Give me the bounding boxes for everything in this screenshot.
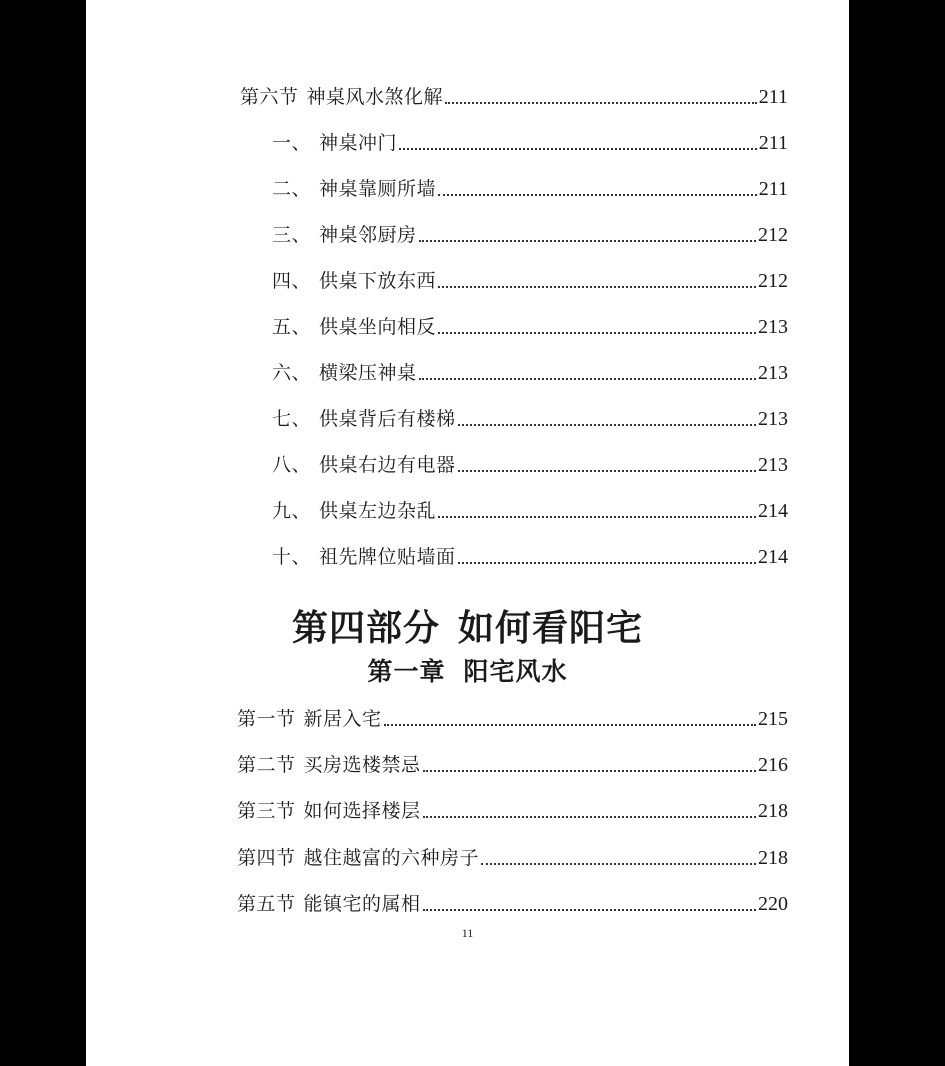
- dot-leader: [445, 102, 757, 104]
- toc-entry-number: 第三节: [237, 800, 296, 822]
- toc-entry-item[interactable]: [272, 263, 788, 293]
- toc-entry-title: 供桌坐向相反: [319, 316, 437, 338]
- toc-entry-page: 214: [758, 546, 788, 568]
- toc-entry-section[interactable]: [240, 79, 788, 109]
- toc-entry-item[interactable]: [272, 309, 788, 339]
- toc-entry-number: 第四节: [237, 847, 296, 869]
- toc-entry-section[interactable]: [237, 793, 788, 823]
- toc-entry-number: 八、: [272, 454, 312, 476]
- toc-entry-number: 六、: [272, 362, 312, 384]
- toc-entry-label: [272, 269, 436, 293]
- dot-leader: [399, 148, 757, 150]
- dot-leader: [481, 863, 756, 865]
- dot-leader: [438, 286, 756, 288]
- toc-entry-item[interactable]: [272, 171, 788, 201]
- toc-entry-page: 211: [758, 86, 788, 108]
- toc-entry-item[interactable]: [272, 539, 788, 569]
- dot-leader: [419, 378, 756, 380]
- toc-entry-number: 五、: [272, 316, 312, 338]
- part-number: 第四部分: [291, 608, 440, 649]
- toc-entry-label: [237, 846, 479, 870]
- toc-entry-title: 供桌左边杂乱: [319, 500, 437, 522]
- toc-entry-page: 213: [758, 362, 788, 384]
- toc-entry-title: 供桌背后有楼梯: [319, 408, 456, 430]
- toc-entry-item[interactable]: [272, 217, 788, 247]
- toc-entry-label: [272, 407, 456, 431]
- dot-leader: [423, 909, 756, 911]
- toc-entry-item[interactable]: [272, 493, 788, 523]
- toc-entry-label: [237, 753, 421, 777]
- toc-entry-item[interactable]: [272, 125, 788, 155]
- dot-leader: [458, 424, 756, 426]
- toc-entry-number: 四、: [272, 270, 312, 292]
- toc-entry-number: 二、: [272, 178, 312, 200]
- toc-entry-number: 十、: [272, 546, 312, 568]
- toc-entry-section[interactable]: [237, 840, 788, 870]
- toc-entry-title: 横梁压神桌: [319, 362, 417, 384]
- chapter-number: 第一章: [367, 657, 446, 686]
- toc-entry-page: 212: [758, 224, 788, 246]
- toc-entry-title: 祖先牌位贴墙面: [319, 546, 456, 568]
- toc-entry-title: 如何选择楼层: [303, 800, 421, 822]
- chapter-title: 阳宅风水: [463, 657, 568, 686]
- dot-leader: [458, 470, 756, 472]
- toc-entry-label: [237, 707, 382, 731]
- toc-entry-page: 213: [758, 408, 788, 430]
- toc-entry-label: [272, 545, 456, 569]
- toc-entry-title: 能镇宅的属相: [303, 893, 421, 915]
- dot-leader: [438, 332, 756, 334]
- toc-entry-title: 神桌冲门: [319, 132, 398, 154]
- toc-entry-title: 新居入宅: [303, 708, 382, 730]
- toc-entry-label: [272, 315, 436, 339]
- toc-entry-page: 213: [758, 454, 788, 476]
- toc-entry-title: 神桌风水煞化解: [306, 86, 444, 108]
- toc-entry-title: 神桌靠厕所墙: [319, 178, 437, 200]
- chapter-heading: [86, 652, 849, 688]
- toc-entry-title: 越住越富的六种房子: [303, 847, 480, 869]
- part-title: 如何看阳宅: [458, 608, 644, 649]
- toc-entry-page: 215: [758, 708, 788, 730]
- dot-leader: [384, 724, 756, 726]
- toc-entry-page: 211: [758, 132, 788, 154]
- toc-entry-title: 买房选楼禁忌: [303, 754, 421, 776]
- toc-entry-label: [240, 85, 443, 109]
- toc-entry-page: 213: [758, 316, 788, 338]
- toc-entry-number: 三、: [272, 224, 312, 246]
- toc-entry-number: 一、: [272, 132, 312, 154]
- dot-leader: [419, 240, 756, 242]
- toc-entry-section[interactable]: [237, 701, 788, 731]
- toc-entry-label: [272, 361, 417, 385]
- book-page: [86, 0, 849, 1066]
- toc-entry-title: 供桌下放东西: [319, 270, 437, 292]
- toc-entry-number: 七、: [272, 408, 312, 430]
- toc-entry-page: 212: [758, 270, 788, 292]
- toc-entry-section[interactable]: [237, 747, 788, 777]
- toc-entry-label: [272, 131, 397, 155]
- toc-entry-label: [272, 499, 436, 523]
- toc-entry-item[interactable]: [272, 401, 788, 431]
- toc-entry-page: 214: [758, 500, 788, 522]
- toc-entry-item[interactable]: [272, 447, 788, 477]
- toc-entry-page: 211: [758, 178, 788, 200]
- toc-entry-item[interactable]: [272, 355, 788, 385]
- toc-entry-number: 第六节: [240, 86, 299, 108]
- dot-leader: [423, 770, 756, 772]
- toc-entry-number: 第五节: [237, 893, 296, 915]
- dot-leader: [438, 516, 756, 518]
- dot-leader: [423, 816, 756, 818]
- toc-entry-label: [272, 453, 456, 477]
- toc-entry-title: 神桌邻厨房: [319, 224, 417, 246]
- toc-entry-title: 供桌右边有电器: [319, 454, 456, 476]
- toc-entry-label: [237, 892, 421, 916]
- toc-entry-page: 216: [758, 754, 788, 776]
- toc-entry-page: 220: [758, 893, 788, 915]
- toc-entry-number: 九、: [272, 500, 312, 522]
- dot-leader: [458, 562, 756, 564]
- toc-entry-page: 218: [758, 800, 788, 822]
- toc-entry-number: 第一节: [237, 708, 296, 730]
- toc-entry-label: [272, 177, 436, 201]
- toc-entry-number: 第二节: [237, 754, 296, 776]
- part-heading: [86, 600, 849, 651]
- page-number: 11: [461, 926, 474, 940]
- toc-entry-label: [272, 223, 417, 247]
- toc-entry-label: [237, 799, 421, 823]
- toc-entry-section[interactable]: [237, 886, 788, 916]
- toc-entry-page: 218: [758, 847, 788, 869]
- dot-leader: [438, 194, 757, 196]
